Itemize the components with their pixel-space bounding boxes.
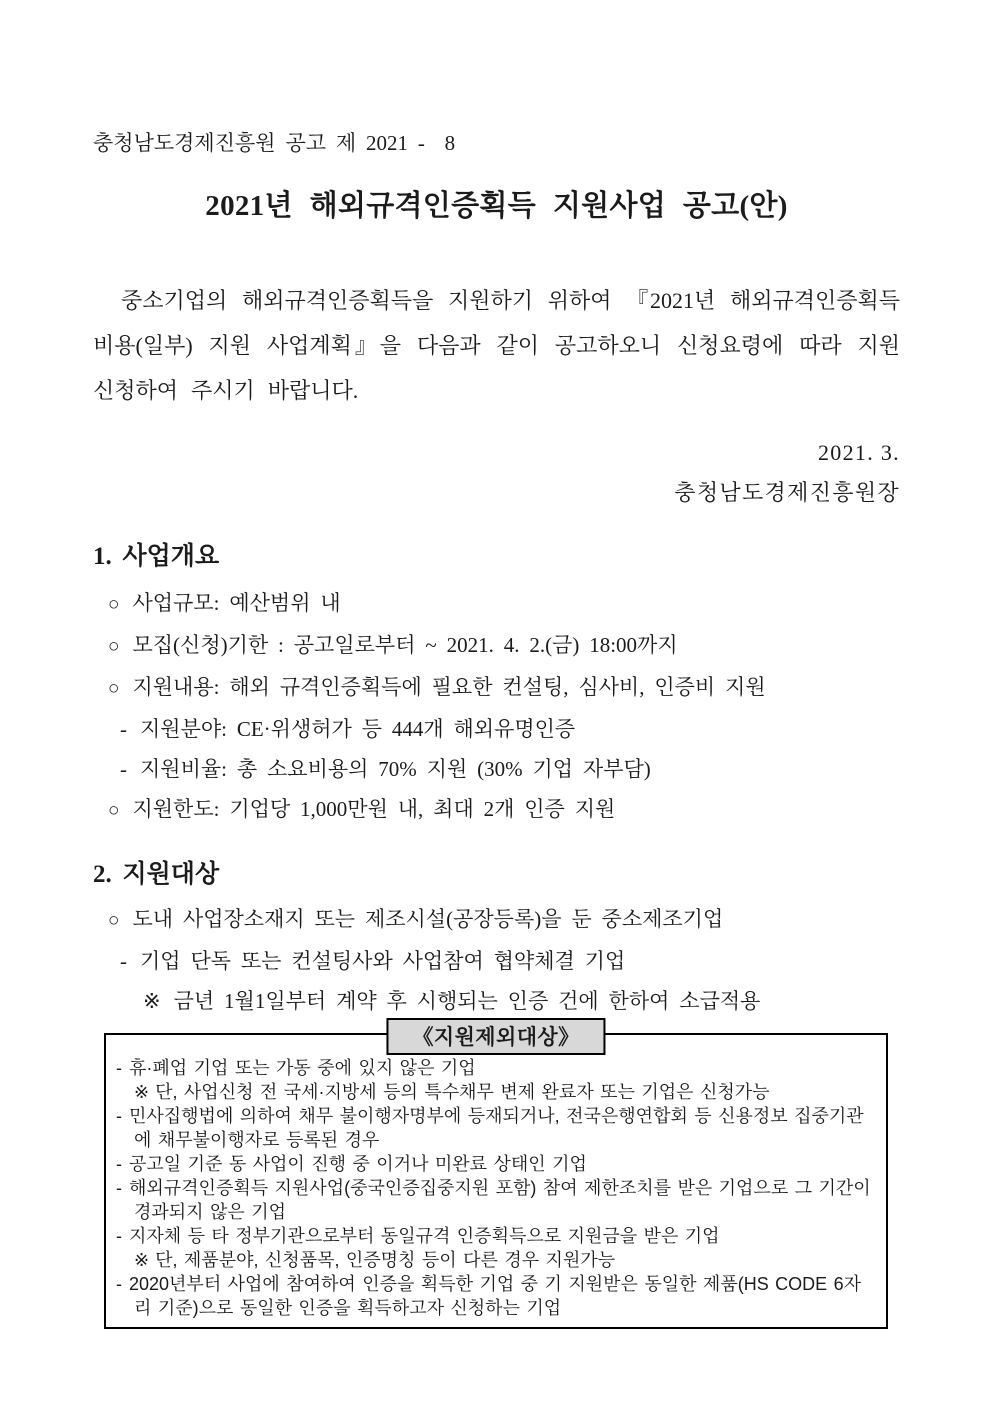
list-item-text: 도내 사업장소재지 또는 제조시설(공장등록)을 둔 중소제조기업	[132, 907, 724, 931]
exclusion-item-text: 해외규격인증획득 지원사업(중국인증집중지원 포함) 참여 제한조치를 받은 기업으로 그 기간이 경과되지 않은 기업	[129, 1178, 871, 1222]
section-overview-list	[93, 583, 900, 831]
exclusion-item	[116, 1176, 878, 1224]
list-item	[93, 941, 900, 981]
circle-bullet-marker: ○	[108, 594, 120, 615]
list-item	[93, 981, 900, 1021]
circle-bullet-marker: ○	[108, 678, 120, 699]
list-item	[93, 583, 900, 625]
list-item-text: 지원한도: 기업당 1,000만원 내, 최대 2개 인증 지원	[132, 797, 616, 821]
exclusion-item-text: 공고일 기준 동 사업이 진행 중 이거나 미완료 상태인 기업	[129, 1154, 587, 1174]
exclusion-item-text: 휴·폐업 기업 또는 가동 중에 있지 않은 기업	[129, 1058, 476, 1078]
announcement-signer: 충청남도경제진흥원장	[674, 480, 900, 505]
list-item-text: 모집(신청)기한 : 공고일로부터 ~ 2021. 4. 2.(금) 18:00까지	[132, 633, 678, 657]
reference-mark-icon: ※	[134, 1082, 150, 1102]
list-item	[93, 789, 900, 831]
list-item-text: 금년 1월1일부터 계약 후 시행되는 인증 건에 한하여 소급적용	[173, 989, 761, 1013]
exclusion-item-note	[116, 1080, 878, 1104]
signature-block	[93, 433, 900, 513]
list-item-text: 기업 단독 또는 컨설팅사와 사업참여 협약체결 기업	[140, 949, 626, 973]
circle-bullet-marker: ○	[108, 910, 120, 931]
exclusion-item-note	[116, 1248, 878, 1272]
exclusion-item	[116, 1272, 878, 1320]
exclusion-item-text: 지자체 등 타 정부기관으로부터 동일규격 인증획득으로 지원금을 받은 기업	[129, 1226, 720, 1246]
list-item-text: 지원비율: 총 소요비용의 70% 지원 (30% 기업 자부담)	[140, 757, 651, 781]
exclusion-item	[116, 1104, 878, 1152]
dash-bullet-marker: -	[116, 1226, 122, 1246]
dash-bullet-marker: -	[120, 949, 127, 973]
list-item-text: 지원내용: 해외 규격인증획득에 필요한 컨설팅, 심사비, 인증비 지원	[132, 675, 766, 699]
circle-bullet-marker: ○	[108, 800, 120, 821]
section-eligibility-heading: 2. 지원대상	[93, 861, 220, 888]
exclusion-item-text: 민사집행법에 의하여 채무 불이행자명부에 등재되거나, 전국은행연합회 등 신용정보 집중기관에 채무불이행자로 등록된 경우	[129, 1106, 864, 1150]
reference-mark-icon: ※	[134, 1250, 150, 1270]
dash-bullet-marker: -	[120, 717, 127, 741]
section-overview-heading: 1. 사업개요	[93, 543, 220, 570]
dash-bullet-marker: -	[120, 757, 127, 781]
list-item	[93, 709, 900, 749]
exclusion-item	[116, 1224, 878, 1248]
reference-mark-icon: ※	[143, 989, 161, 1013]
dash-bullet-marker: -	[116, 1058, 122, 1078]
announcement-date: 2021. 3.	[817, 440, 900, 465]
section-eligibility-list	[93, 899, 900, 1021]
list-item	[93, 749, 900, 789]
exclusion-item-text: 단, 사업신청 전 국세·지방세 등의 특수채무 변제 완료자 또는 기업은 신청가능	[155, 1082, 770, 1102]
intro-paragraph: 중소기업의 해외규격인증획득을 지원하기 위하여 『2021년 해외규격인증획득비용(일부) 지원 사업계획』을 다음과 같이 공고하오니 신청요령에 따라 지원 신청하여 주시기 바랍니다.	[93, 288, 900, 403]
exclusion-box-title: 《지원제외대상》	[386, 1018, 605, 1055]
exclusion-item	[116, 1056, 878, 1080]
exclusion-item-text: 2020년부터 사업에 참여하여 인증을 획득한 기업 중 기 지원받은 동일한 제품(HS CODE 6자리 기준)으로 동일한 인증을 획득하고자 신청하는 기업	[129, 1274, 861, 1318]
exclusion-item-text: 단, 제품분야, 신청품목, 인증명칭 등이 다른 경우 지원가능	[155, 1250, 616, 1270]
circle-bullet-marker: ○	[108, 636, 120, 657]
list-item	[93, 899, 900, 941]
list-item	[93, 625, 900, 667]
list-item-text: 사업규모: 예산범위 내	[132, 591, 341, 615]
exclusion-box	[104, 1026, 888, 1329]
list-item-text: 지원분야: CE·위생허가 등 444개 해외유명인증	[140, 717, 576, 741]
exclusion-item	[116, 1152, 878, 1176]
dash-bullet-marker: -	[116, 1106, 122, 1126]
dash-bullet-marker: -	[116, 1154, 122, 1174]
dash-bullet-marker: -	[116, 1178, 122, 1198]
page-title: 2021년 해외규격인증획득 지원사업 공고(안)	[205, 190, 788, 222]
list-item	[93, 667, 900, 709]
doc-number: 충청남도경제진흥원 공고 제 2021 - 8	[93, 131, 456, 155]
dash-bullet-marker: -	[116, 1274, 122, 1294]
